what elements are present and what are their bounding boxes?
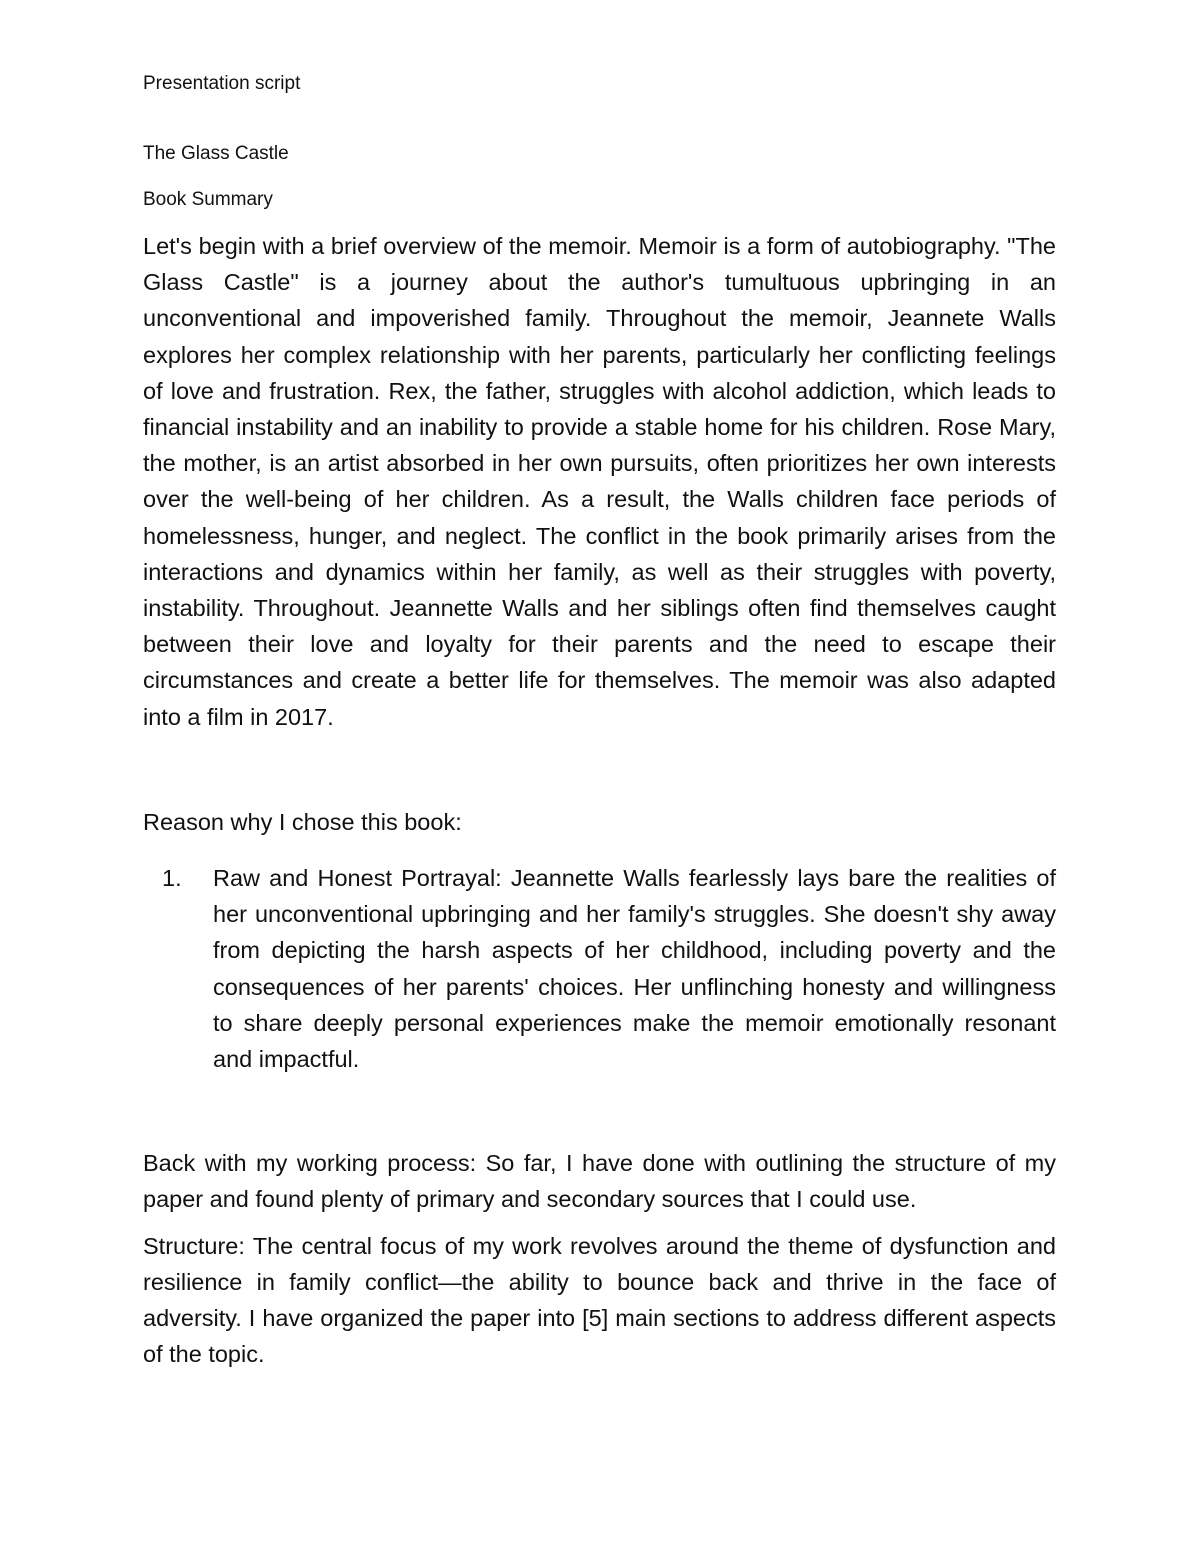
section-heading-summary: Book Summary — [143, 189, 273, 210]
book-title: The Glass Castle — [143, 143, 289, 164]
reason-list — [143, 860, 1056, 1077]
list-item-text: Raw and Honest Portrayal: Jeannette Walls fearlessly lays bare the realities of her unconventional upbringing and her family's struggles. She doesn't shy away from depicting the harsh aspects of her childhood, including poverty and the consequences of her parents' choices. Her unflinching honesty and willingness to share deeply personal experiences make the memoir emotionally resonant and impactful. — [213, 865, 1056, 1073]
list-item-number: 1. — [162, 865, 182, 892]
process-paragraph: Back with my working process: So far, I have done with outlining the structure of my paper and found plenty of primary and secondary sources that I could use. — [143, 1150, 1056, 1213]
summary-paragraph: Let's begin with a brief overview of the memoir. Memoir is a form of autobiography. "The Glass Castle" is a journey about the author's tumultuous upbringing in an unconventional and impoverished family. Throughout the memoir, Jeannete Walls explores her complex relationship with her parents, particularly her conflicting feelings of love and frustration. Rex, the father, struggles with alcohol addiction, which leads to financial instability and an inability to provide a stable home for his children. Rose Mary, the mother, is an artist absorbed in her own pursuits, often prioritizes her own interests over the well-being of her children. As a result, the Walls children face periods of homelessness, hunger, and neglect. The conflict in the book primarily arises from the interactions and dynamics within her family, as well as their struggles with poverty, instability. Throughout. Jeannette Walls and her siblings often find themselves caught between their love and loyalty for their parents and the need to escape their circumstances and create a better life for themselves. The memoir was also adapted into a film in 2017. — [143, 233, 1056, 730]
reason-heading: Reason why I chose this book: — [143, 808, 462, 835]
list-item — [143, 860, 1056, 1077]
document-header: Presentation script — [143, 73, 301, 94]
document-content — [143, 72, 1056, 1372]
structure-paragraph: Structure: The central focus of my work revolves around the theme of dysfunction and resilience in family conflict—the ability to bounce back and thrive in the face of adversity. I have organized the paper into [5] main sections to address different aspects of the topic. — [143, 1232, 1056, 1368]
